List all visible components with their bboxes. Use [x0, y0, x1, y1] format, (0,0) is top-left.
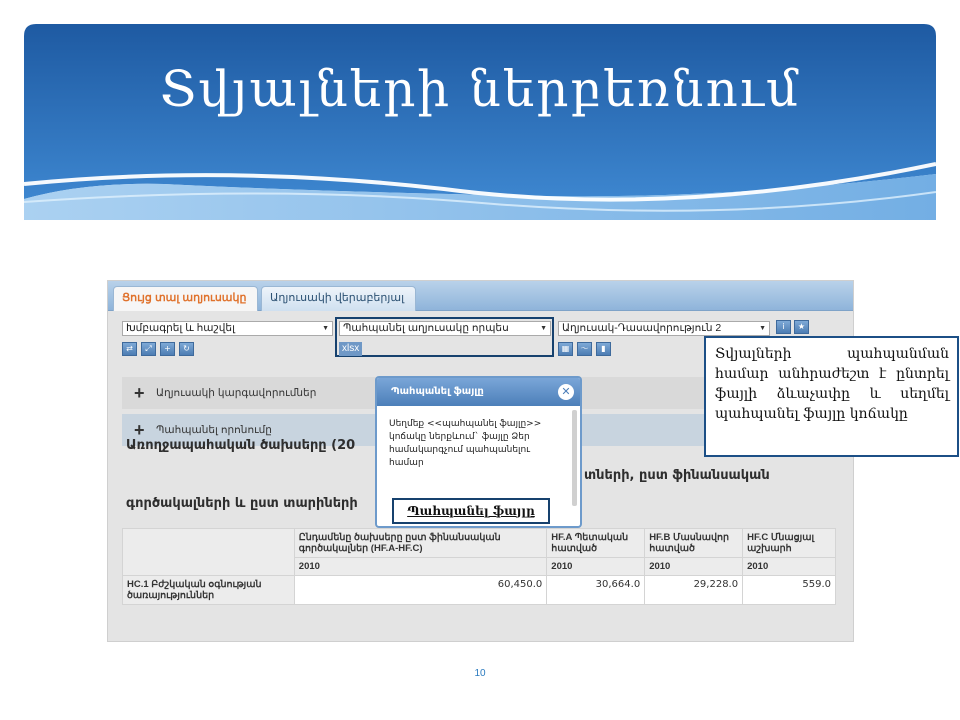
data-table [122, 528, 836, 605]
slide-title: Տվյալների ներբեռնում [159, 60, 801, 118]
dialog-title: Պահպանել ֆայլը [391, 386, 484, 397]
table-heading-line2: գործակալների և ըստ տարիների [126, 496, 358, 511]
page-number: 10 [474, 668, 486, 679]
save-file-button[interactable]: Պահպանել ֆայլը [392, 498, 550, 524]
layout-select[interactable] [558, 321, 770, 336]
table-row [123, 576, 836, 605]
column-header: HF.C Մնացյալ աշխարհ [743, 529, 836, 558]
table-icon[interactable]: ▦ [558, 342, 573, 356]
year-header: 2010 [645, 558, 743, 576]
save-format-highlight [335, 317, 554, 357]
plus-icon[interactable]: + [160, 342, 175, 356]
year-header: 2010 [547, 558, 645, 576]
table-cell: 60,450.0 [294, 576, 547, 605]
instruction-callout: Տվյալների պահպանման համար անհրաժեշտ է ընտրել ֆայլի ձևաչափը և սեղմել պահպանել ֆայլը կոճակը [704, 336, 959, 457]
refresh-icon[interactable]: ↻ [179, 342, 194, 356]
table-cell: 29,228.0 [645, 576, 743, 605]
swap-icon[interactable]: ⇄ [122, 342, 137, 356]
column-header: HF.A Պետական հատված [547, 529, 645, 558]
dialog-scrollbar[interactable] [572, 410, 577, 506]
dialog-header [377, 378, 580, 406]
table-corner [123, 529, 295, 576]
chevron-down-icon: ▼ [540, 325, 547, 332]
slide-banner [24, 24, 936, 220]
column-header: HF.B Մասնավոր հատված [645, 529, 743, 558]
info-icon[interactable]: i [776, 320, 791, 334]
year-header: 2010 [743, 558, 836, 576]
expand-plus-icon: + [134, 383, 145, 403]
chevron-down-icon: ▼ [759, 325, 766, 332]
tab-bar [108, 281, 854, 311]
accordion-table-settings-label: Աղյուսակի կարգավորումներ [156, 387, 317, 399]
accordion-save-query-label: Պահպանել որոնումը [156, 424, 272, 436]
close-icon[interactable]: ✕ [558, 384, 574, 400]
line-chart-icon[interactable]: 〜 [577, 342, 592, 356]
bar-chart-icon[interactable]: ▮ [596, 342, 611, 356]
column-header: Ընդամենը ծախսերը ըստ ֆինանսական գործակալներ (HF.A-HF.C) [294, 529, 547, 558]
year-header: 2010 [294, 558, 547, 576]
table-cell: 559.0 [743, 576, 836, 605]
save-as-select-value: Պահպանել աղյուսակը որպես [343, 322, 509, 334]
edit-calc-select-value: Խմբագրել և հաշվել [126, 322, 235, 334]
row-label: HC.1 Բժշկական օգնության ծառայություններ [123, 576, 295, 605]
chevron-down-icon: ▼ [322, 325, 329, 332]
table-cell: 30,664.0 [547, 576, 645, 605]
pivot-icon[interactable]: ⤢ [141, 342, 156, 356]
table-heading-start: Առողջապահական ծախսերը (20 [126, 438, 356, 453]
expand-plus-icon: + [134, 420, 145, 440]
save-file-dialog [375, 376, 582, 528]
layout-select-value: Աղյուսակ-Դասավորություն 2 [562, 322, 722, 334]
tab-show-table[interactable]: Ցույց տալ աղյուսակը [113, 286, 258, 311]
star-icon[interactable]: ★ [794, 320, 809, 334]
edit-calc-select[interactable] [122, 321, 333, 336]
banner-wave-graphic [24, 24, 936, 220]
tab-about-table[interactable]: Աղյուսակի վերաբերյալ [261, 286, 416, 311]
table-heading-end: տների, ըստ ֆինանսական [584, 468, 770, 483]
file-format-option[interactable]: xlsx [339, 342, 362, 356]
dialog-message: Սեղմեք <<պահպանել ֆայլը>> կոճակը ներքևում` ֆայլը Ձեր համակարգչում պահպանելու համար [389, 419, 542, 468]
